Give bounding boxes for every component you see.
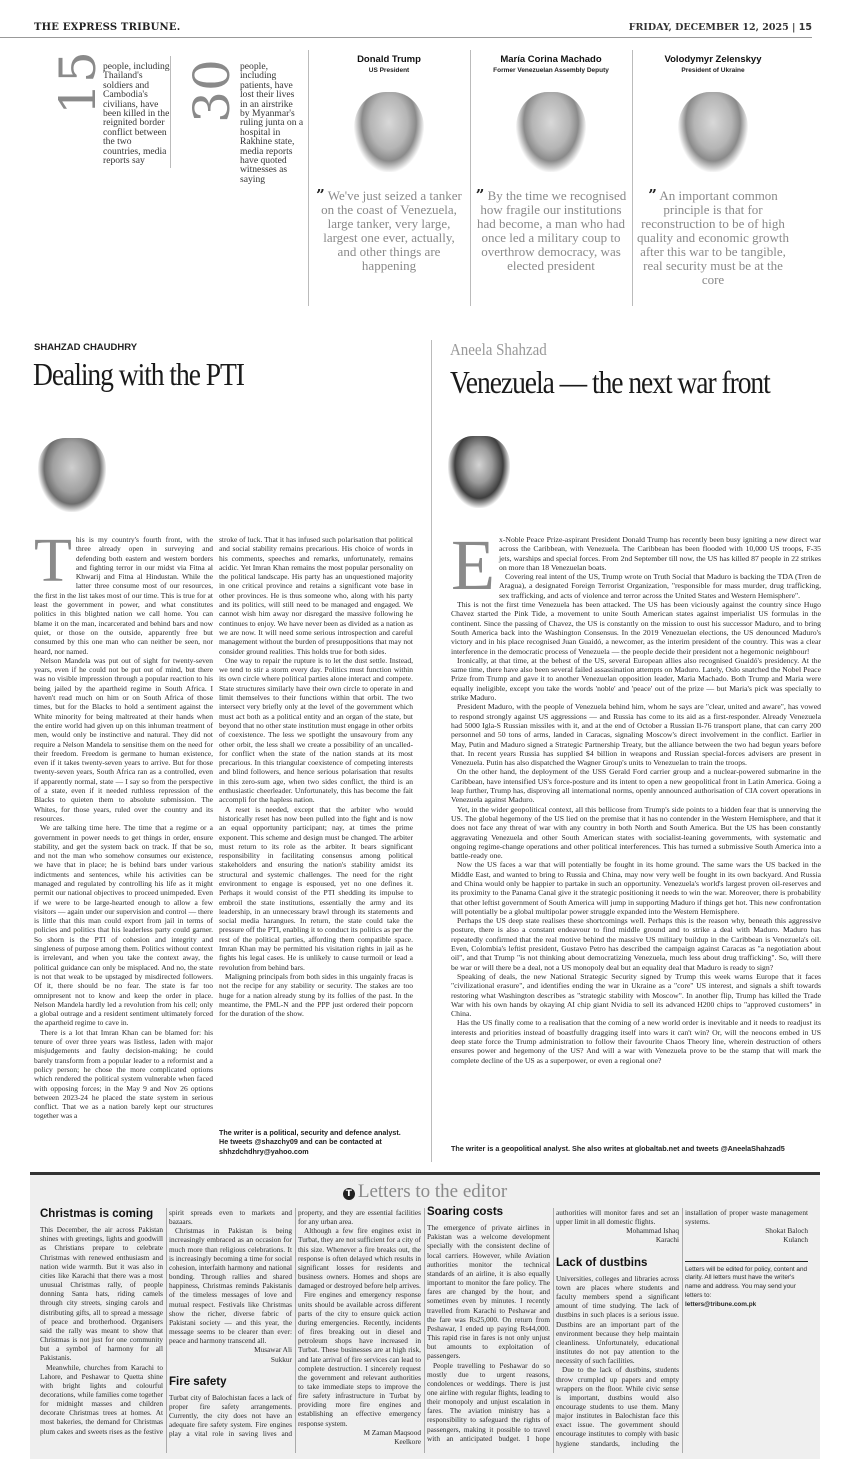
paragraph: Turbat city of Balochistan faces a lack of proper fire safety arrangements. Currently, the city does not have an adequate fire safety system. Fire engines play a vital role in saving lives and property, and they are essential facilities for any urban area.	[169, 1208, 421, 1439]
paragraph: This is not the first time Venezuela has been attacked. The US has been viciously against the country since Hugo Chavez started the Pink Tide, a movement to unite South American states against imperialist US formulas in the continent. Since the passing of Chavez, the US is constantly on the mission to oust his successor Maduro, and to bring South America back into the Washington Consensus. In the 2019 Venezuelan elections, the US denounced Maduro's victory and in his place recognised Juan Guaidó, a newcomer, as the interim president of the country. This was a clear interference in the democratic process of Venezuela — the people decide their president not a hegemonic neighbour!	[451, 600, 821, 656]
stat-number: 15	[48, 51, 107, 115]
quote-card	[309, 54, 469, 273]
tribune-logo-icon: T	[343, 1188, 355, 1200]
paragraph: A reset is needed, except that the arbiter who would historically reset has now been pulled into the fight and is now an equal opportunity participant; nay, at times the prime exponent. This scheme and design must be changed. The arbiter must return to its role as the arbiter. It bears significant responsibility in facilitating consensus among political stakeholders and ensuring the nation's stability amidst its structural and systemic challenges. The need for the right environment to engage is espoused, yet no one defines it. Perhaps it would consist of the PTI shedding its impulse to embroil the state institutions, essentially the army and its leadership, in an unnecessary brawl through its statements and social media harangues. In return, the state could take the pressure off the PTI, enabling it to conduct its politics as per the rest of the political parties, affording them compatible space. Imran Khan may be permitted his visitation rights in jail as he fights his legal cases. He is unlikely to cause turmoil or lead a revolution from behind bars.	[219, 804, 413, 972]
letter-place: Sukkur	[270, 1354, 292, 1364]
stat-text: people, including patients, have lost their lives in an airstrike by Myanmar's ruling junta on a hospital in Rakhine state, media reports have quoted witnesses as saying	[240, 61, 304, 185]
letter-title: Christmas is coming	[40, 1208, 154, 1220]
letter-author: Mohammad Ishaq	[626, 1226, 679, 1236]
quote-mark-icon: ”	[316, 186, 325, 204]
letter-title: Fire safety	[169, 1375, 227, 1388]
quote-name: Donald Trump	[357, 54, 421, 65]
letter	[556, 1208, 808, 1453]
divider	[431, 340, 432, 1162]
article-column	[34, 535, 213, 1160]
paragraph: This December, the air across Pakistan shines with greetings, lights and goodwill as Christians prepare to celebrate Christmas with renewed enthusiasm and nation wide warmth. But it was also in cities like Karachi that there was a most unusual Christmas rally, of people donning Santa hats, riding camels through city streets, singing carols and distributing gifts, all to spread a message of peace and brotherhood. Organisers said the rally was meant to show that Christmas is not just for one community but a symbol of harmony for all Pakistanis.	[40, 1225, 163, 1363]
writer-bio: The writer is a geopolitical analyst. She also writes at globaltab.net and tweets @AneelaShahzad5	[451, 1144, 785, 1153]
quote-text: By the time we recognised how fragile our institutions had become, a man who had once led a military coup to overthrow democracy, was elected president	[476, 188, 627, 273]
portrait-photo	[516, 92, 586, 172]
letter-title: Soaring costs	[427, 1206, 504, 1218]
letter-author: Musawar Ali	[254, 1345, 292, 1355]
letters-columns	[40, 1208, 808, 1453]
letters-section	[30, 1172, 820, 1459]
paragraph: stroke of luck. That it has infused such polarisation that political and social stability remains precarious. His choice of words in his comments, speeches and remarks, unfortunately, remains acidic. Yet Imran Khan remains the most popular personality on the political landscape. His party has an unquestioned majority in one critical province and retains a significant vote base in other provinces. He is thus someone who, along with his party and its politics, will still need to be managed and engaged. We cannot wish him away nor disregard the massive following he continues to enjoy. We have never been as divided as a nation as we are now. It will need some serious introspection and careful management without the burden of presuppositions that may not consider ground realities. This holds true for both sides.	[219, 535, 413, 656]
letter-title: Lack of dustbins	[556, 1256, 648, 1269]
article-author: Aneela Shahzad	[450, 340, 547, 359]
drop-cap: E	[451, 535, 495, 605]
author-photo	[448, 436, 510, 508]
stat-text: people, including Thailand's soldiers and Cambodia's civilians, have been killed in the reignited border conflict between the two countries, media reports say	[103, 61, 170, 167]
letter-author: M Zaman Maqsood	[363, 1427, 421, 1437]
letter-place: Kulanch	[783, 1235, 808, 1245]
section-title: Letters to the editor	[357, 1181, 508, 1202]
article-column	[451, 535, 821, 1130]
paragraph: We are talking time here. The time that a regime or a government in power needs to get things in order, ensure stability, and get the system back on track. If that be so, and not the man who somehow consumes our existence, we have that in place; he is behind bars under various indictments and sentences, while his activities can be managed and regulated by controlling his life as it might permit our national objectives to proceed unimpeded. Even if we were to be large-hearted enough to allow a few visitors — again under our supervision and control — there is little that this man could export from jail in terms of policies and politics that his leaderless party could garner. So shorn is the PTI of cohesion and integrity and singleness of purpose among them. Politics without context is irrelevant, and when you take the context away, the political guidance can only be misplaced. And no, the state is not that weak to be upstaged by misdirected followers. Of it, there should be no fear. The state is far too omnipresent not to know and keep the order in place. Nelson Mandela hardly led a revolution from his cell; only a global outrage and a resident sentiment ultimately forced the apartheid regime to cave in.	[34, 823, 213, 1028]
letter-place: Keelkore	[394, 1436, 421, 1446]
paragraph: There is a lot that Imran Khan can be blamed for: his tenure of over three years was listless, laden with major misjudgements and faulty decision-making; he could barely transform from a popular leader to a reformist and a policy person; he chose the more complicated options which rendered the political system vulnerable when faced with opposing forces; in the May 9 and Nov 26 options between 2023-24 he placed the state system in serious conflict. That we as a nation barely kept our structures together was a	[34, 1027, 213, 1121]
paragraph: Has the US finally come to a realisation that the coming of a new world order is inevitable and it needs to readjust its interests and priorities instead of boastfully dragging itself into wars it can't win? Or, will the neocons embed in US deep state force the Trump administration to follow their favourite Chaos Theory line, wherein destruction of others ensures power and hegemony of the US? And will a war with Venezuela prove to be the stamp that will mark the complete decline of the US as a superpower, or even a regional one?	[451, 1018, 821, 1065]
quote-card	[633, 54, 793, 287]
paragraph: Universities, colleges and libraries across town are places where students and faculty members spend a significant amount of time studying. The lack of dustbins in such places is a serious issue. Dustbins are an important part of the environment because they help maintain cleanliness. Unfortunately, educational institutes do not pay attention to the necessity of such facilities.	[556, 1273, 679, 1366]
article-headline: Dealing with the PTI	[33, 356, 244, 392]
paragraph: On the other hand, the deployment of the USS Gerald Ford carrier group and a nuclear-powered submarine in the Caribbean, have intensified US's force-posture and its intent to open a new geopolitical front in Latin America. Going a leap further, Trump has, disproving all international norms, openly announced authorisation of CIA covert operations in Venezuela against Maduro.	[451, 767, 821, 805]
drop-cap: T	[34, 535, 72, 595]
divider	[170, 56, 171, 168]
quote-card	[471, 54, 631, 273]
paragraph: Due to the lack of dustbins, students throw crumpled up papers and empty wrappers on the floor. While civic sense is important, dustbins would also encourage students to use them. Many major institutes in Balochistan face this exact issue. The government should encourage institutes to comply with basic hygiene standards, including the installation of proper waste management systems.	[556, 1208, 808, 1448]
letters-email[interactable]: letters@tribune.com.pk	[685, 1300, 757, 1308]
letter-place: Karachi	[655, 1235, 679, 1245]
quote-text: We've just seized a tanker on the coast of Venezuela, large tanker, very large, largest one ever, actually, and other things are happening	[321, 188, 462, 273]
page-number: 15	[798, 22, 812, 33]
article-headline: Venezuela — the next war front	[450, 364, 770, 400]
quote-title: US President	[368, 67, 410, 74]
paragraph: Ironically, at that time, at the behest of the US, several European allies also recognised Guaidó's presidency. At the same time, there have also been several failed assassination attempts on Maduro. Lately, Oslo snatched the Nobel Peace Prize from Trump and gave it to another Venezuelan opposition leader, Maria Machado. Both Trump and Maria were equally ineligible, except you take the words 'noble' and 'peace' out of the prize — but Maria's pick was specially to strike Maduro.	[451, 655, 821, 703]
paragraph: Yet, in the wider geopolitical context, all this bellicose from Trump's side points to a hidden fear that is unnerving the US. The global hegemony of the US lied on the premise that it has no contender in the Western Hemisphere, and that it does not face any threat of war with any country in both North and South America. But the US has been constantly aggravating Venezuela and other South American states with socialist-leaning governments, with systematic and ongoing regime-change operations and other political interferences. This has turned a submissive South America into a battle-ready one.	[451, 804, 821, 861]
quote-mark-icon: ”	[648, 186, 657, 204]
paragraph: x-Noble Peace Prize-aspirant President Donald Trump has recently been busy igniting a new direct war across the Caribbean, with Venezuela. The Caribbean has been flooded with 10,000 US troops, F-35 jets, warships and special forces. From 2nd September till now, the US has killed 87 people in 22 strikes on more than 18 Venezuelan boats.	[498, 535, 821, 572]
portrait-photo	[354, 92, 424, 172]
paragraph: Now the US faces a war that will potentially be fought in its home ground. The same wars the US backed in the Middle East, and wanted to bring to Russia and China, may now very well be fought in its own backyard. And Russia and China would only be happier to partake in such an opportunity. Venezuela's world's largest proven oil-reserves and its proximity to the Panama Canal give it the strategic positioning it needs to win the war. Moreover, there is probability that other leftist government of South America will jump in supporting Maduro if things get hot. This new confrontation will potentially be a global multipolar power struggle expanded into the Western Hemisphere.	[451, 860, 821, 916]
letter-author: Shokat Baloch	[765, 1226, 808, 1236]
dateline	[629, 22, 812, 33]
quote-name: María Corina Machado	[500, 54, 602, 65]
article-author: SHAHZAD CHAUDHRY	[34, 342, 138, 353]
paragraph: President Maduro, with the people of Venezuela behind him, whom he says are "clear, united and aware", has vowed to respond strongly against US aggressions — and Russia has come to its aid as a first-responder. Already Venezuela had 5000 Igla-S Russian missiles with it, and at the end of October a Russian Il-76 transport plane, that can carry 200 personnel and 50 tons of arms, landed in Caracas, signaling Moscow's direct involvement in the conflict. Earlier in May, Putin and Maduro signed a Strategic Partnership Treaty, but the alliance between the two had begun years before that. In recent years Russia has supplied $4 billion in weapons and Russian special-forces advisers are present in Venezuela. Putin has also dispatched the Wagner Group's units to Venezuelan to train the troops.	[451, 702, 821, 768]
portrait-photo	[678, 92, 748, 172]
paragraph: Nelson Mandela was put out of sight for twenty-seven years, even if he could not be put out of mind, but there was no visible impression through a popular reaction to his being jailed by the apartheid regime in South Africa. I haven't read much on him or on South Africa of those times, but for the Blacks to hold a sentiment against the White minority for being maltreated at their hands when the entire world had given up on this inhuman treatment of men, would only be instinctive and natural. They did not require a Nelson Mandela to sensitise them on the need for their freedom. Freedom is germane to human existence, even if it takes twenty-seven years to arrive. But for those twenty-seven years, South Africa ran as a controlled, even if apparently normal, state — I say so from the perspective of a state, even if it needed ruthless repression of the Blacks to quieten them to absolute submission. The Whites, for those years, ruled over the country and its resources.	[34, 655, 213, 823]
paragraph: Maligning principals from both sides in this ungainly fracas is not the recipe for any stability or security. The stakes are too huge for a nation already stung by its follies of the past. In the meantime, the PML-N and the PPP just ordered their popcorn for the duration of the show.	[219, 971, 413, 1019]
date: FRIDAY, DECEMBER 12, 2025 |	[628, 22, 796, 33]
stat-number: 30	[182, 59, 241, 123]
paragraph: One way to repair the rupture is to let the dust settle. Instead, we tend to stir a storm every day. Politics must function within its own circle where political parties alone interact and compete. State structures similarly have their own circle to operate in and limit themselves to their functions within that orbit. The two intersect very briefly only at the level of the government which must act both as a political entity and an organ of the state, but beyond that no other state institution must engage in other orbits of coexistence. The less we spotlight the unsavoury from any other orbit, the less shall we create a possibility of an uncalled-for conflict when the state of the nation stands at its most precarious. In this triangular coexistence of competing interests and blind followers, and hence serious polarisation that results in this zero-sum age, when two sides conflict, the third is an enthusiastic cheerleader. Unfortunately, this has become the fait accompli for the hapless nation.	[219, 655, 413, 805]
paragraph: Fire engines and emergency response units should be available across different parts of the city to ensure quick action during emergencies. Recently, incidents of fires breaking out in diesel and petroleum shops have increased in Turbat. These businesses are at high risk, and late arrival of fire services can lead to complete destruction. I sincerely request the government and relevant authorities to take immediate steps to improve the fire safety infrastructure in Turbat by providing more fire engines and establishing an effective emergency response system.	[298, 1290, 421, 1428]
quote-mark-icon: ”	[475, 186, 485, 204]
header-rule	[0, 37, 812, 38]
author-photo	[38, 438, 106, 512]
quote-title: Former Venezuelan Assembly Deputy	[493, 67, 609, 74]
paragraph: People travelling to Peshawar do so mostly due to urgent reasons, condolences or weddings. There is just one airline with regular flights, leading to their monopoly and unjust escalation in fares. The aviation ministry has a responsibility to safeguard the rights of passengers, making it possible to travel with an anticipated budget. I hope authorities will monitor fares and set an upper limit in all domestic flights.	[427, 1208, 679, 1443]
masthead: THE EXPRESS TRIBUNE.	[34, 22, 181, 33]
quote-name: Volodymyr Zelenskyy	[664, 54, 762, 65]
paragraph: Covering real intent of the US, Trump wrote on Truth Social that Maduro is backing the TDA (Tren de Aragua), a designated Foreign Terrorist Organization, "responsible for mass murder, drug trafficking, sex trafficking, and acts of violence and terror across the United States and Western Hemisphere".	[498, 572, 821, 600]
article-column	[219, 535, 413, 1125]
paragraph: Perhaps the US deep state realises these shortcomings well. Perhaps this is the reason why, beneath this aggressive posture, there is also a constant endeavour to find middle ground and to strike a deal with Maduro. Maduro has repeatedly confirmed that the real motive behind the massive US military buildup in the Caribbean is Venezuela's oil. Even, Colombia's leftist president, Gustavo Petro has described the campaign against Caracas as "a negotiation about oil", and that Trump "is not thinking about democratizing Venezuela, much less about drug trafficking". So, will there be war or will there be a deal, not a US monopoly deal but an equality deal that Maduro is ready to sign?	[451, 916, 821, 972]
paragraph: Speaking of deals, the new National Strategic Security signed by Trump this week warns Europe that it faces "civilizational erasure", and identifies ending the war in Ukraine as a "core" US interest, and signals a shift towards restoring what Washington describes as "strategic stability with Moscow". In another flip, Trump has killed the Trade War with his own hands by okaying AI chip giant Nvidia to sell its advanced H200 chips to "approved customers" in China.	[451, 971, 821, 1019]
paragraph: Although a few fire engines exist in Turbat, they are not sufficient for a city of this size. Whenever a fire breaks out, the response is often delayed which results in significant losses for residents and business owners. Homes and shops are damaged or destroyed before help arrives.	[298, 1226, 421, 1291]
paragraph: Meanwhile, churches from Karachi to Lahore, and Peshawar to Quetta shine with bright lights and colourful decorations, while families come together for midnight masses and children decorate Christmas trees at homes. At most bakeries, the demand for Christmas plum cakes and sweets rises as the festive spirit spreads even to markets and bazaars.	[40, 1208, 292, 1436]
writer-bio: The writer is a political, security and defence analyst. He tweets @shazchy09 and can be contacted at shhzdchdhry@yahoo.com	[219, 1128, 401, 1156]
paragraph: The emergence of private airlines in Pakistan was a welcome development specially with the consistent decline of local carriers. However, while Aviation authorities monitor the technical standards of an airline, it is also equally important to monitor the fare policy. The fares are changed by the hour, and sometimes even by minutes. I recently travelled from Karachi to Peshawar and the fare was Rs25,000. On return from Peshawar, I ended up paying Rs44,000. This rapid rise in fares is not only unjust but amounts to exploitation of passengers.	[427, 1223, 550, 1361]
quote-text: An important common principle is that for reconstruction to be of high quality and economic growth after this war to be tangible, real security must be at the core	[637, 188, 789, 287]
paragraph: his is my country's fourth front, with the three already open in surveying and defending both eastern and western borders and fighting terror in our midst via Fitna al Khwarij and Fitna al Hindustan. While the latter three consume most of our resources, the first in the list takes most of our time. This is true for at least the government in power, and what constitutes politics in this blighted nation we call home. You can blame it on the man, incarcerated and behind bars and now quiet, or those on the outside, apparently free but consumed by this one man who can neither be seen, nor heard, nor named.	[34, 535, 213, 656]
paragraph: Christmas in Pakistan is being increasingly embraced as an occasion for much more than religious celebrations. It is increasingly becoming a time for social cohesion, interfaith harmony and national bonding. Through rallies and shared happiness, Christmas reminds Pakistanis of the timeless messages of love and mutual respect. Festivals like Christmas show the richer, diverse fabric of Pakistani society — and this year, the message seems to be clearer than ever: peace and harmony transcend all.	[169, 1226, 292, 1346]
letters-note: Letters will be edited for policy, content and clarity. All letters must have the writer's name and address. You may send your letters to: letters@tribune.com.pk	[685, 1261, 808, 1310]
quote-title: President of Ukraine	[681, 67, 745, 74]
